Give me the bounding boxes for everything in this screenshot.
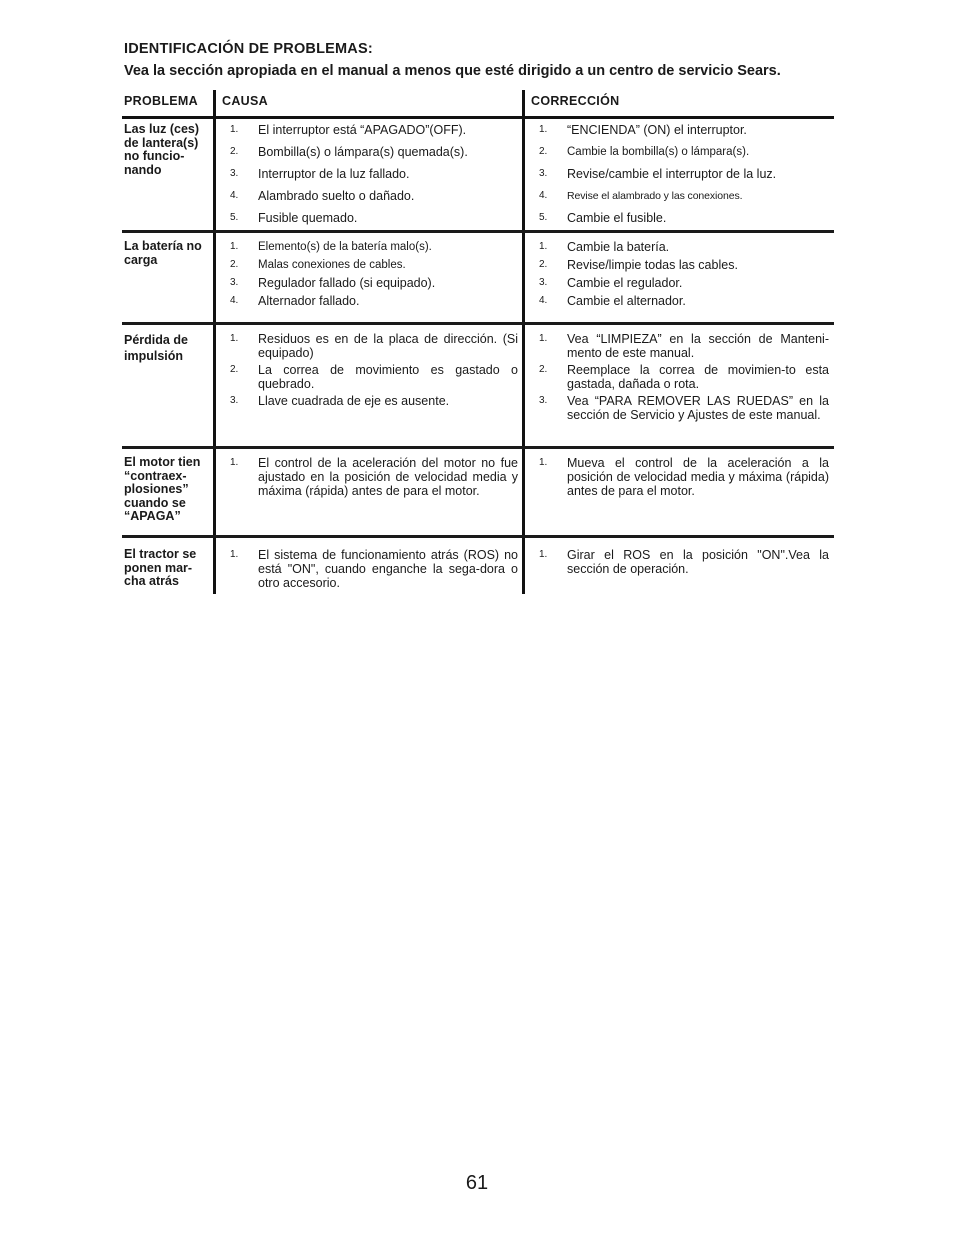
correction-item: 1. Mueva el control de la aceleración a la posición de velocidad media y máxima (rápida) antes de para el motor. (539, 456, 829, 498)
section-battery (122, 233, 834, 325)
section-backfire (122, 449, 834, 538)
correction-list (531, 548, 829, 580)
section-reverse (122, 538, 834, 604)
correction-item: 1. Vea “LIMPIEZA” en la sección de Manteni-mento de este manual. (539, 332, 829, 360)
problem-cell: Las luz (ces) de lantera(s) no funcio-nando (124, 122, 200, 177)
cause-item: 4. Alambrado suelto o dañado. (230, 189, 415, 203)
cause-item: 4. Alternador fallado. (230, 294, 360, 308)
cause-item: 1. Elemento(s) de la batería malo(s). (230, 241, 432, 253)
problem-cell: El motor tien “contraex-plosiones” cuando se “APAGA” (124, 455, 201, 523)
cause-item: 1. Residuos es en de la placa de dirección. (Si equipado) (230, 332, 518, 360)
header-causa: CAUSA (222, 94, 268, 108)
problem-cell: La batería no carga (124, 239, 202, 267)
correction-list (531, 240, 829, 312)
cause-list (222, 123, 518, 229)
correction-item: 5. Cambie el fusible. (539, 211, 667, 225)
cause-item: 1. El sistema de funcionamiento atrás (ROS) no está "ON", cuando enganche la sega-dora o otro accesorio. (230, 548, 518, 590)
cause-list (222, 456, 518, 502)
page-number: 61 (465, 1172, 489, 1194)
correction-item: 2. Reemplace la correa de movimien-to esta gastada, dañada o rota. (539, 363, 829, 391)
cause-list (222, 332, 518, 412)
correction-item: 2. Cambie la bombilla(s) o lámpara(s). (539, 146, 750, 158)
correction-item: 3. Cambie el regulador. (539, 276, 683, 290)
correction-list (531, 456, 829, 502)
troubleshooting-table (122, 90, 834, 604)
table-header (122, 90, 834, 119)
cause-item: 3. Llave cuadrada de eje es ausente. (230, 394, 450, 408)
cause-item: 2. La correa de movimiento es gastado o quebrado. (230, 363, 518, 391)
correction-item: 1. Cambie la batería. (539, 240, 670, 254)
correction-item: 3. Vea “PARA REMOVER LAS RUEDAS” en la sección de Servicio y Ajustes de este manual. (539, 394, 829, 422)
problem-cell: El tractor se ponen mar-cha atrás (124, 547, 197, 588)
cause-item: 3. Regulador fallado (si equipado). (230, 276, 436, 290)
section-lights (122, 119, 834, 233)
correction-item: 1. “ENCIENDA” (ON) el interruptor. (539, 123, 747, 137)
page-title: IDENTIFICACIÓN DE PROBLEMAS: (124, 41, 373, 57)
problem-cell: Pérdida de impulsión (124, 333, 188, 363)
cause-item: 2. Bombilla(s) o lámpara(s) quemada(s). (230, 145, 468, 159)
cause-list (222, 240, 518, 312)
cause-item: 2. Malas conexiones de cables. (230, 259, 406, 271)
correction-item: 4. Cambie el alternador. (539, 294, 686, 308)
cause-item: 3. Interruptor de la luz fallado. (230, 167, 410, 181)
correction-item: 1. Girar el ROS en la posición "ON".Vea la sección de operación. (539, 548, 829, 576)
correction-item: 2. Revise/limpie todas las cables. (539, 258, 738, 272)
header-problema: PROBLEMA (124, 94, 198, 108)
cause-list (222, 548, 518, 594)
cause-item: 1. El control de la aceleración del motor no fue ajustado en la posición de velocidad media y máxima (rápida) antes de para el motor. (230, 456, 518, 498)
section-drive-loss (122, 325, 834, 449)
correction-list (531, 123, 829, 229)
correction-item: 3. Revise/cambie el interruptor de la luz. (539, 167, 777, 181)
header-correccion: CORRECCIÓN (531, 94, 620, 108)
cause-item: 1. El interruptor está “APAGADO”(OFF). (230, 123, 467, 137)
cause-item: 5. Fusible quemado. (230, 211, 358, 225)
page-subtitle: Vea la sección apropiada en el manual a menos que esté dirigido a un centro de servicio Sears. (124, 63, 781, 79)
correction-list (531, 332, 829, 426)
correction-item: 4. Revise el alambrado y las conexiones. (539, 190, 743, 202)
